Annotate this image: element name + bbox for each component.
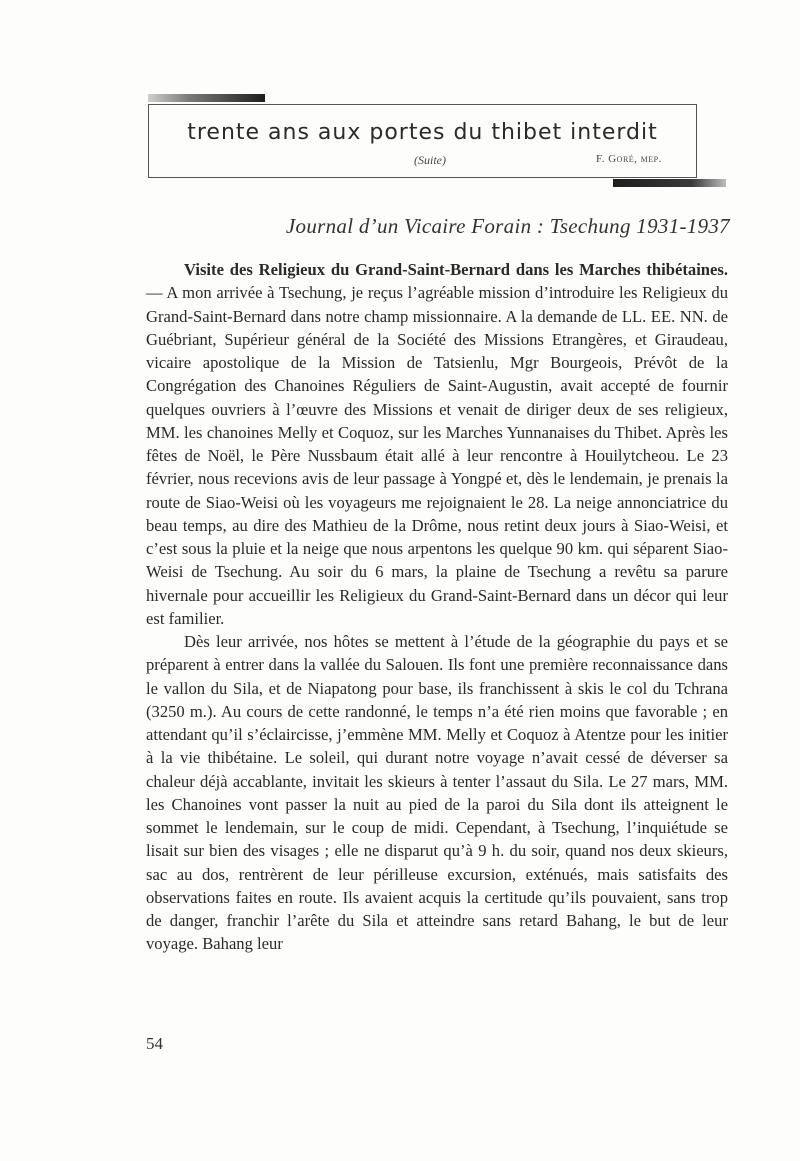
author-name: F. Goré, mep. bbox=[596, 153, 662, 165]
paragraph-1-text: — A mon arrivée à Tsechung, je reçus l’agréable mission d’introduire les Religieux du Grand-Saint-Bernard dans notre champ missionnaire. A la demande de LL. EE. NN. de Guébriant, Supérieur général de la Société des Missions Etrangères, et Giraudeau, vicaire apostolique de la Mission de Tatsienlu, Mgr Bourgeois, Prévôt de la Congrégation des Chanoines Réguliers de Saint-Augustin, avait accepté de fournir quelques ouvriers à l’œuvre des Missions et venait de diriger deux de ses religieux, MM. les chanoines Melly et Coquoz, sur les Marches Yunnanaises du Thibet. Après les fêtes de Noël, le Père Nussbaum était allé à leur rencontre à Houilytcheou. Le 23 février, nous recevions avis de leur passage à Yongpé et, dès le lendemain, je prenais la route de Siao-Weisi où les voyageurs me rejoignaient le 28. La neige annonciatrice du beau temps, au dire des Mathieu de la Drôme, nous retint deux jours à Siao-Weisi, et c’est sous la pluie et la neige que nous arpentons les quelque 90 km. qui séparent Siao-Weisi de Tsechung. Au soir du 6 mars, la plaine de Tsechung a revêtu sa parure hivernale pour accueillir les Religieux du Grand-Saint-Bernard dans un décor qui leur est familier. bbox=[146, 283, 728, 628]
paragraph-1 bbox=[146, 258, 728, 630]
article-body bbox=[146, 258, 728, 956]
paragraph-2-text: Dès leur arrivée, nos hôtes se mettent à l’étude de la géographie du pays et se préparent à entrer dans la vallée du Salouen. Ils font une première reconnaissance dans le vallon du Sila, et de Niapatong pour base, ils franchissent à skis le col du Tchrana (3250 m.). Au cours de cette randonné, le temps n’a été rien moins que favorable ; en attendant qu’il s’éclaircisse, j’emmène MM. Melly et Coquoz à Atentze pour les initier à la vie thibétaine. Le soleil, qui durant notre voyage n’avait cessé de déverser sa chaleur déjà accablante, invitait les skieurs à tenter l’assaut du Sila. Le 27 mars, MM. les Chanoines vont passer la nuit au pied de la paroi du Sila dont ils atteignent le sommet le lendemain, sur le coup de midi. Cependant, à Tsechung, l’inquiétude se lisait sur bien des visages ; elle ne disparut qu’à 9 h. du soir, quand nos deux skieurs, sac au dos, rentrèrent de leur périlleuse excursion, exténués, mais satisfaits des observations faites en route. Ils avaient acquis la certitude qu’ils pouvaient, sans trop de danger, franchir l’arête du Sila et atteindre sans retard Bahang, le but de leur voyage. Bahang leur bbox=[146, 632, 728, 954]
section-subtitle: Journal d’un Vicaire Forain : Tsechung 1931-1937 bbox=[285, 214, 730, 238]
header-decorative-bar-bottom bbox=[613, 179, 726, 187]
header-decorative-bar-top bbox=[148, 94, 265, 102]
paragraph-1-lead: Visite des Religieux du Grand-Saint-Bernard dans les Marches thibétaines. bbox=[184, 260, 728, 279]
suite-label: (Suite) bbox=[414, 153, 446, 167]
page-number: 54 bbox=[146, 1034, 163, 1053]
article-title: trente ans aux portes du thibet interdit bbox=[187, 120, 658, 145]
paragraph-2 bbox=[146, 630, 728, 956]
